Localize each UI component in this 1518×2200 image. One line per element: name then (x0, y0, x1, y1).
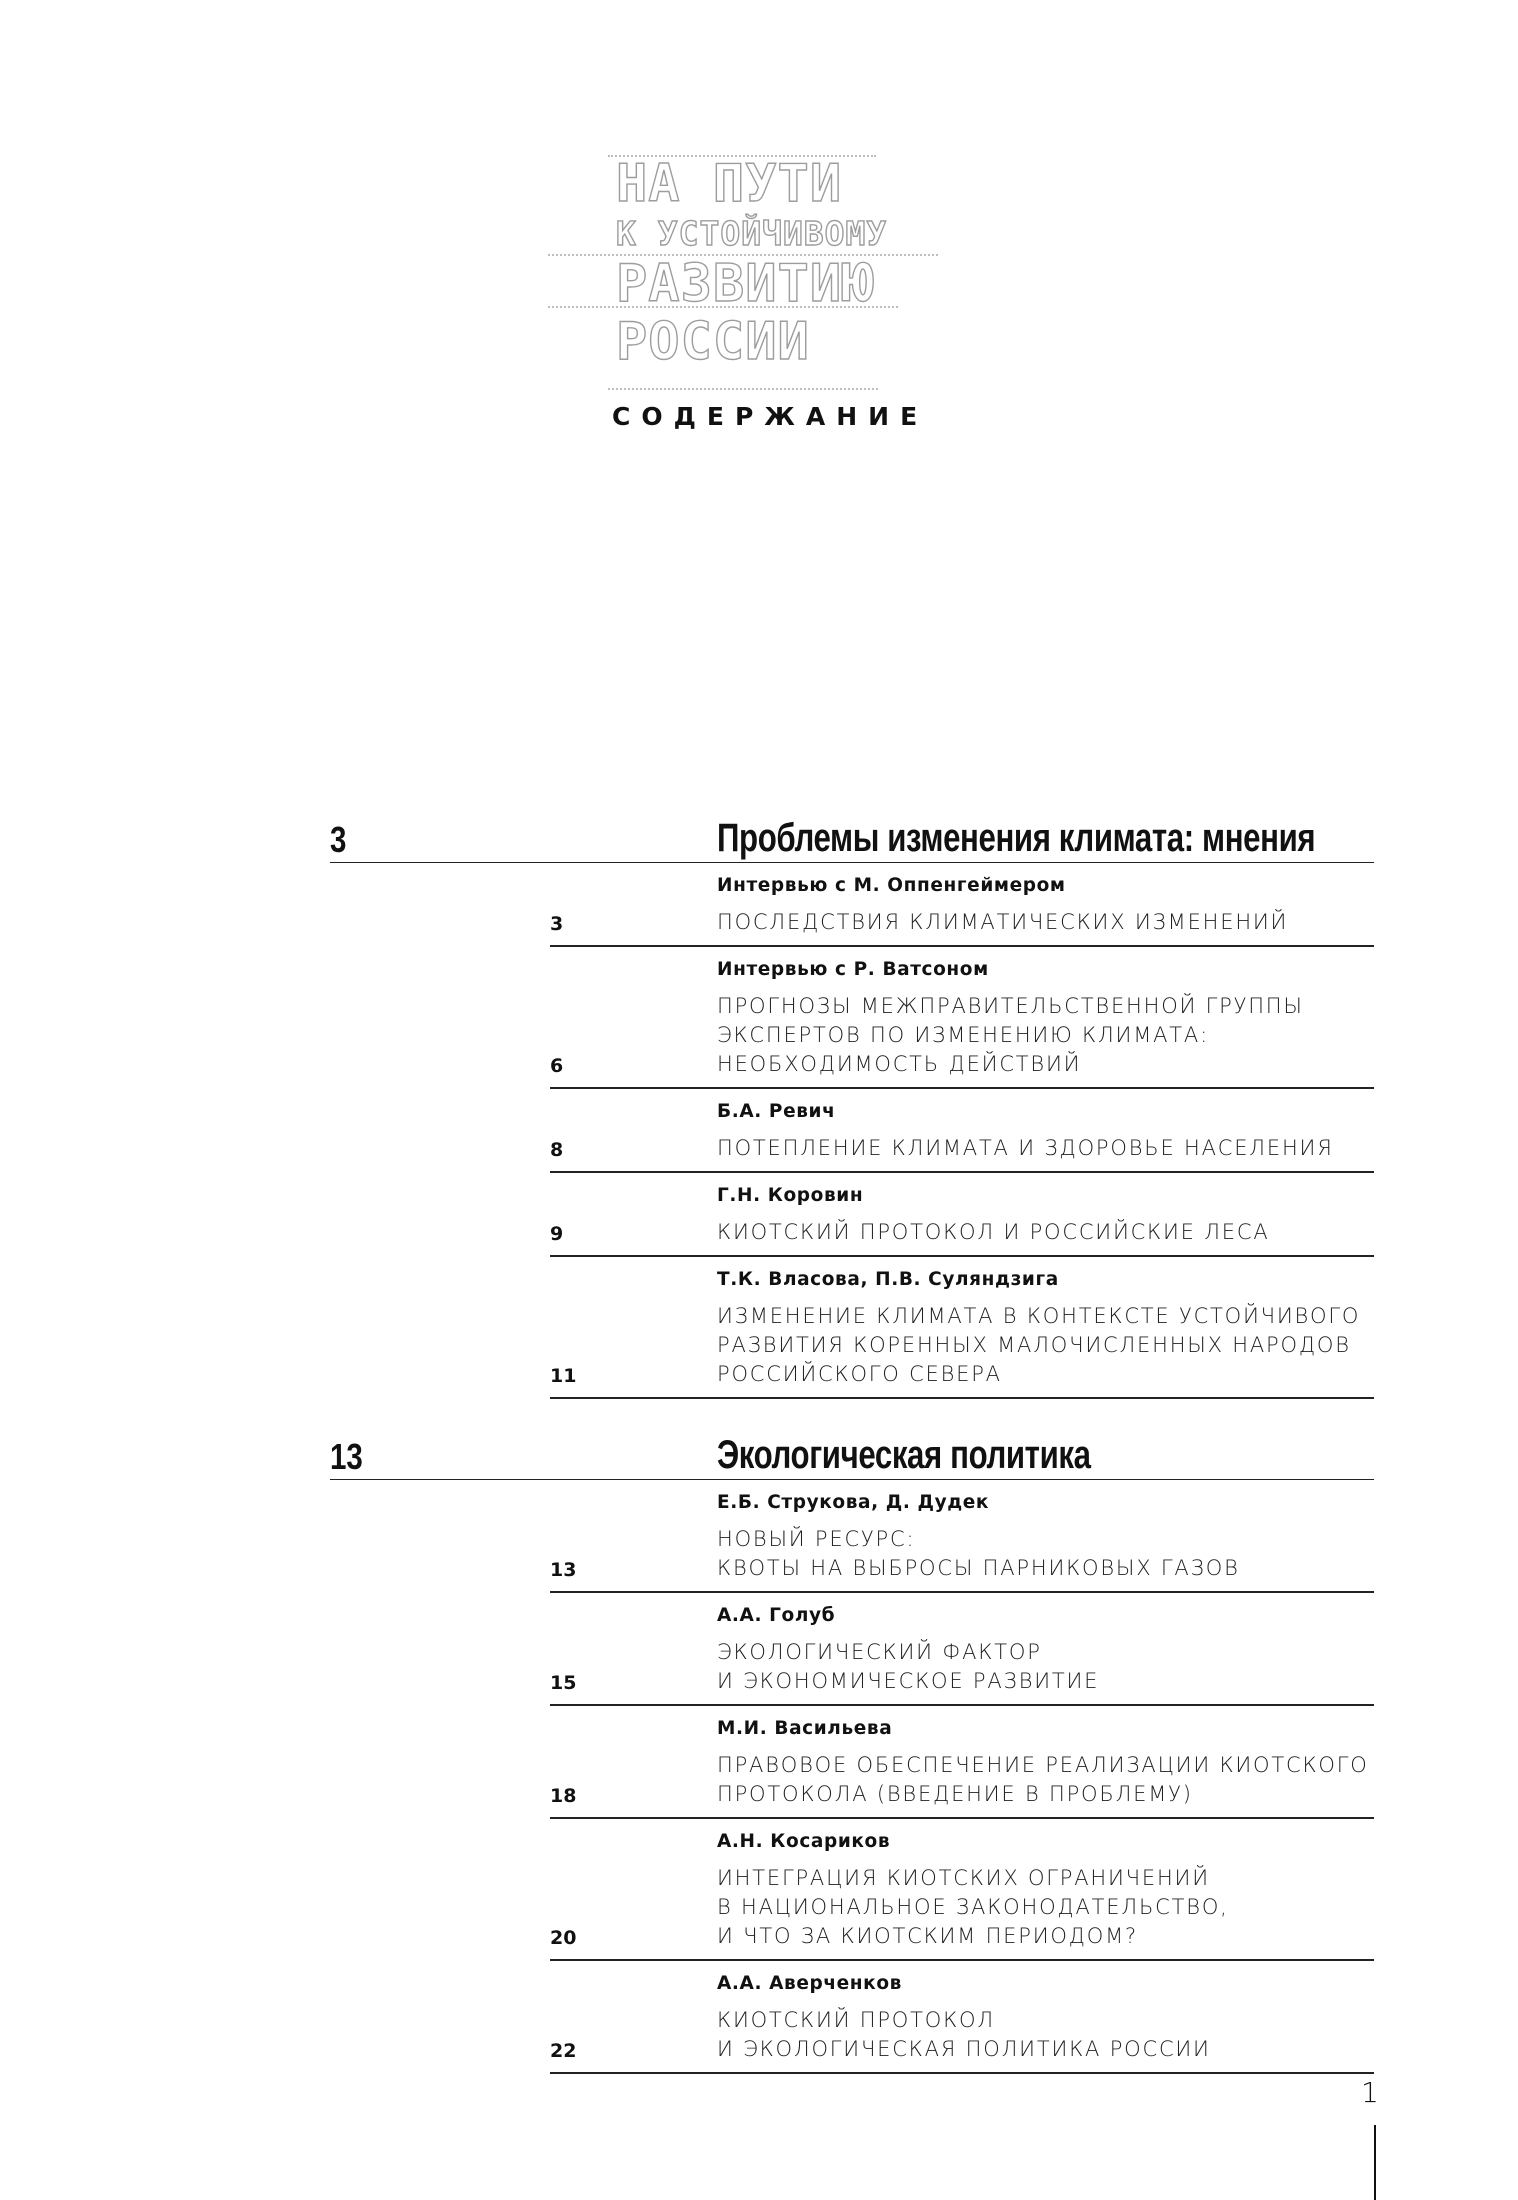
contents-heading: СОДЕРЖАНИЕ (612, 402, 929, 431)
logo-line-3: РАЗВИТИЮ (616, 254, 875, 314)
logo-line-2: К УСТОЙЧИВОМУ (616, 214, 888, 253)
entry-title: НОВЫЙ РЕСУРС: КВОТЫ НА ВЫБРОСЫ ПАРНИКОВЫХ ГАЗОВ (717, 1527, 1240, 1580)
section-title[interactable]: Экологическая политика (717, 1433, 1091, 1477)
entry-author: А.Н. Косариков (717, 1831, 891, 1852)
entry-title: ПРОГНОЗЫ МЕЖПРАВИТЕЛЬСТВЕННОЙ ГРУППЫ ЭКСПЕРТОВ ПО ИЗМЕНЕНИЮ КЛИМАТА: НЕОБХОДИМОСТЬ ДЕЙСТВИЙ (717, 994, 1304, 1076)
toc-entry[interactable] (550, 1480, 1374, 1593)
toc-entry[interactable] (550, 1089, 1374, 1173)
entry-page-number: 13 (550, 1559, 577, 1581)
logo-dotted-rule (608, 388, 878, 390)
toc-section (330, 1429, 1374, 2074)
entry-author: А.А. Аверченков (717, 1973, 902, 1994)
entry-author: Е.Б. Струкова, Д. Дудек (717, 1492, 990, 1513)
journal-logo (548, 148, 938, 398)
entry-author: М.И. Васильева (717, 1718, 893, 1739)
toc-section (330, 812, 1374, 1399)
entry-title: ИНТЕГРАЦИЯ КИОТСКИХ ОГРАНИЧЕНИЙ В НАЦИОНАЛЬНОЕ ЗАКОНОДАТЕЛЬСТВО, И ЧТО ЗА КИОТСКИМ ПЕРИОДОМ? (717, 1866, 1229, 1948)
toc-entry[interactable] (550, 1961, 1374, 2074)
entry-page-number: 22 (550, 2040, 577, 2062)
entry-title: КИОТСКИЙ ПРОТОКОЛ И ЭКОЛОГИЧЕСКАЯ ПОЛИТИКА РОССИИ (717, 2008, 1211, 2061)
page-number: 1 (1361, 2076, 1379, 2109)
table-of-contents (330, 812, 1374, 2074)
entry-page-number: 6 (550, 1055, 564, 1077)
entry-author: А.А. Голуб (717, 1605, 836, 1626)
toc-entry[interactable] (550, 1257, 1374, 1399)
entry-title: ПОСЛЕДСТВИЯ КЛИМАТИЧЕСКИХ ИЗМЕНЕНИЙ (717, 910, 1289, 934)
toc-entry[interactable] (550, 1706, 1374, 1819)
toc-entry[interactable] (550, 947, 1374, 1089)
entry-page-number: 9 (550, 1223, 564, 1245)
entry-title: ИЗМЕНЕНИЕ КЛИМАТА В КОНТЕКСТЕ УСТОЙЧИВОГО РАЗВИТИЯ КОРЕННЫХ МАЛОЧИСЛЕННЫХ НАРОДОВ РОССИЙСКОГО СЕВЕРА (717, 1304, 1361, 1386)
entry-page-number: 8 (550, 1139, 564, 1161)
section-header (330, 1429, 1374, 1480)
section-page-number: 13 (330, 1436, 363, 1477)
entry-author: Б.А. Ревич (717, 1101, 836, 1122)
entry-title: КИОТСКИЙ ПРОТОКОЛ И РОССИЙСКИЕ ЛЕСА (717, 1220, 1270, 1244)
toc-entry[interactable] (550, 1819, 1374, 1961)
entry-author: Г.Н. Коровин (717, 1185, 864, 1206)
entry-author: Интервью с М. Оппенгеймером (717, 875, 1066, 896)
page-edge-marker (1374, 2125, 1376, 2200)
section-page-number: 3 (330, 819, 347, 860)
entry-page-number: 3 (550, 913, 564, 935)
toc-entry[interactable] (550, 1593, 1374, 1706)
section-title[interactable]: Проблемы изменения климата: мнения (717, 816, 1316, 860)
entry-page-number: 15 (550, 1672, 577, 1694)
entry-author: Т.К. Власова, П.В. Суляндзига (717, 1269, 1059, 1290)
entry-page-number: 20 (550, 1927, 577, 1949)
logo-line-4: РОССИИ (616, 312, 810, 372)
entry-author: Интервью с Р. Ватсоном (717, 959, 989, 980)
entry-title: ЭКОЛОГИЧЕСКИЙ ФАКТОР И ЭКОНОМИЧЕСКОЕ РАЗВИТИЕ (717, 1640, 1100, 1693)
entry-title: ПОТЕПЛЕНИЕ КЛИМАТА И ЗДОРОВЬЕ НАСЕЛЕНИЯ (717, 1136, 1334, 1160)
logo-line-1: НА ПУТИ (616, 154, 843, 214)
section-header (330, 812, 1374, 863)
toc-entry[interactable] (550, 1173, 1374, 1257)
toc-entry[interactable] (550, 863, 1374, 947)
entry-page-number: 11 (550, 1365, 577, 1387)
entry-page-number: 18 (550, 1785, 577, 1807)
entry-title: ПРАВОВОЕ ОБЕСПЕЧЕНИЕ РЕАЛИЗАЦИИ КИОТСКОГО ПРОТОКОЛА (ВВЕДЕНИЕ В ПРОБЛЕМУ) (717, 1753, 1369, 1806)
